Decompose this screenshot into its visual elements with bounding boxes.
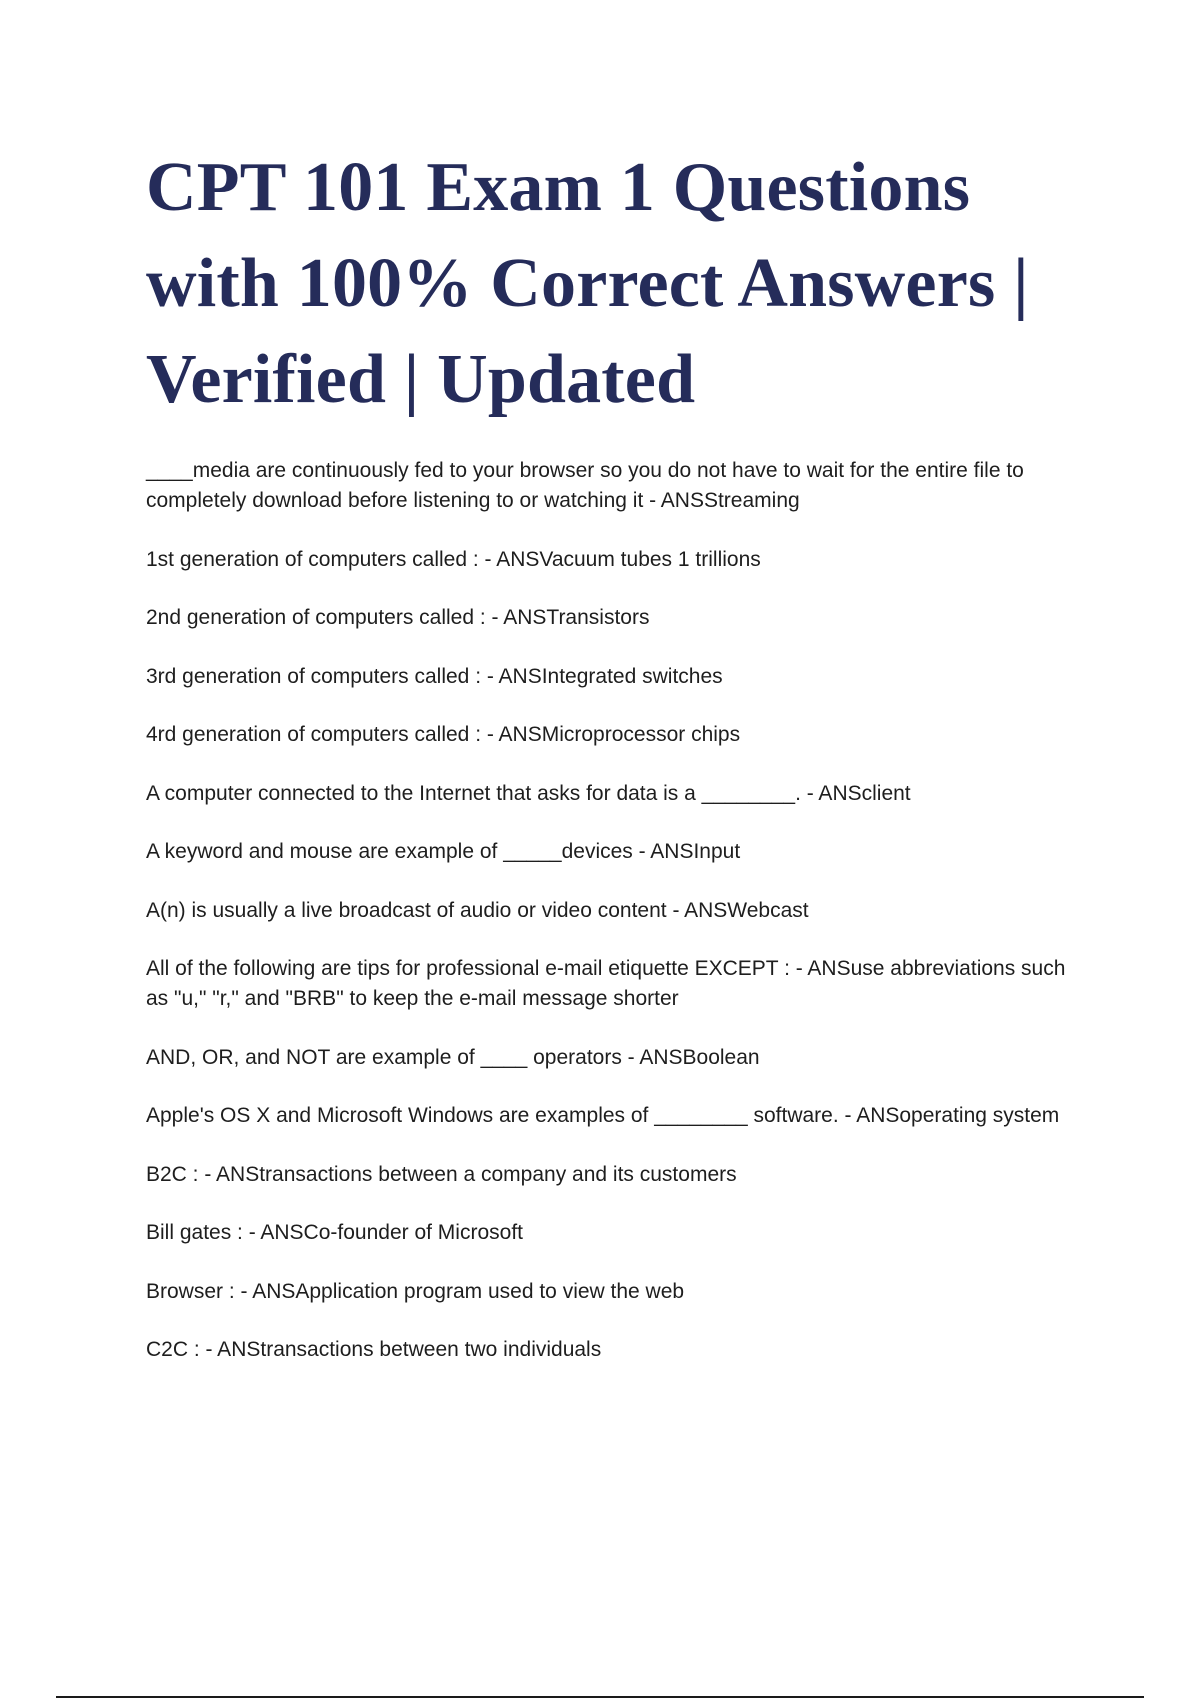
- qa-item-13: Bill gates : - ANSCo-founder of Microsoft: [146, 1221, 523, 1244]
- qa-item-8: A(n) is usually a live broadcast of audio or video content - ANSWebcast: [146, 898, 809, 922]
- qa-item-2: 1st generation of computers called : - ANSVacuum tubes 1 trillions: [146, 547, 761, 571]
- qa-item-14: Browser : - ANSApplication program used to view the web: [146, 1279, 685, 1303]
- qa-item-5: 4rd generation of computers called : - ANSMicroprocessor chips: [146, 723, 741, 746]
- qa-item-7: A keyword and mouse are example of _____devices - ANSInput: [146, 840, 741, 863]
- qa-item-11: Apple's OS X and Microsoft Windows are examples of ________ software. - ANSoperating system: [146, 1104, 1060, 1127]
- qa-item-4: 3rd generation of computers called : - ANSIntegrated switches: [146, 664, 723, 688]
- qa-item-6: A computer connected to the Internet that asks for data is a ________. - ANSclient: [146, 781, 911, 805]
- footer-divider: [56, 1696, 1144, 1698]
- document-title: CPT 101 Exam 1 Questions with 100% Correct Answers | Verified | Updated: [146, 149, 1029, 418]
- qa-item-3: 2nd generation of computers called : - ANSTransistors: [146, 606, 650, 629]
- qa-item-10: AND, OR, and NOT are example of ____ operators - ANSBoolean: [146, 1045, 760, 1069]
- qa-item-9: All of the following are tips for professional e-mail etiquette EXCEPT : - ANSuse abbreviations such as "u," "r," and "BRB" to keep the e-mail message shorter: [146, 957, 1066, 1010]
- qa-list: [146, 456, 1086, 1394]
- qa-item-15: C2C : - ANStransactions between two individuals: [146, 1338, 602, 1361]
- qa-item-12: B2C : - ANStransactions between a company and its customers: [146, 1162, 737, 1186]
- qa-item-1: ____media are continuously fed to your browser so you do not have to wait for the entire file to completely download before listening to or watching it - ANSStreaming: [146, 459, 1024, 512]
